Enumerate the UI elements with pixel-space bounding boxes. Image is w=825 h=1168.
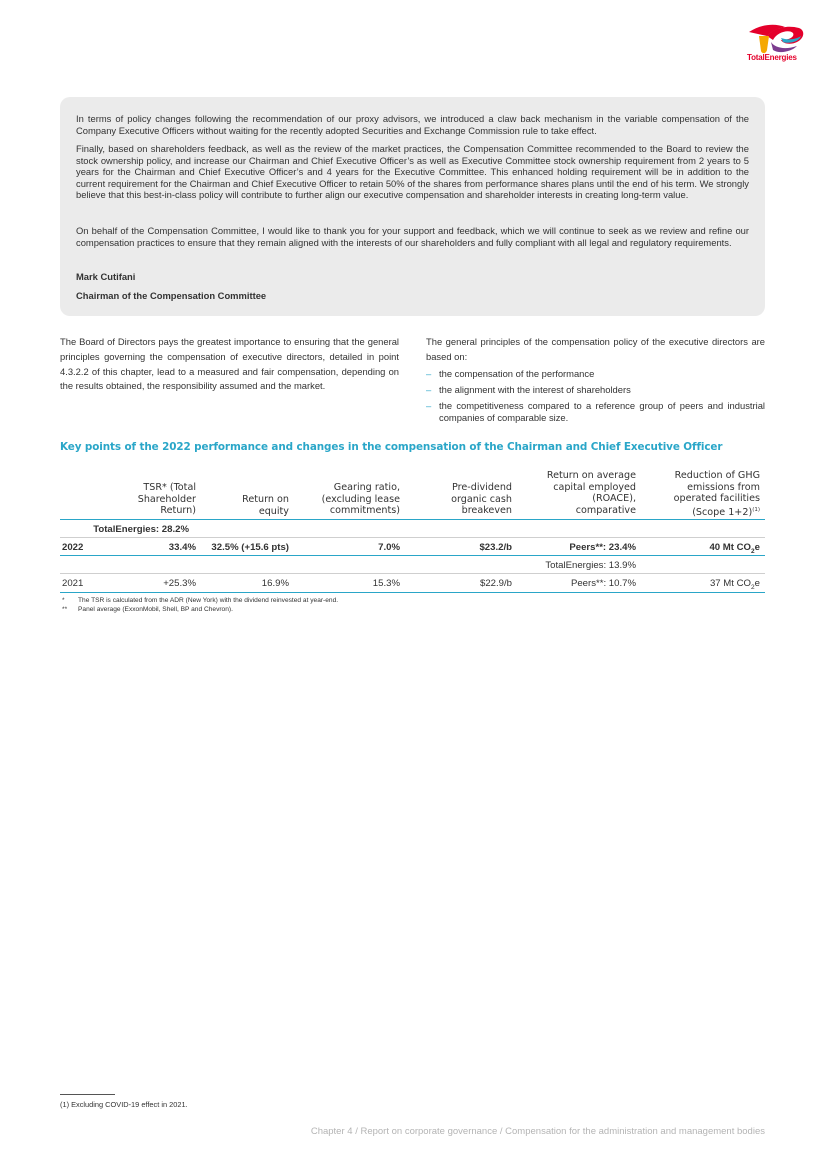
footnote-rule [60,1094,115,1095]
tsr-2022: 33.4% [168,542,196,553]
roace-peers-2022: Peers**: 23.4% [569,542,636,553]
year-2022: 2022 [62,542,84,553]
gearing-2021: 15.3% [372,578,400,589]
breakeven-2021: $22.9/b [479,578,512,589]
table-note: The TSR is calculated from the ADR (New York) with the dividend reinvested at year-end. [78,597,339,604]
letter-paragraph: Finally, based on shareholders feedback, as well as the review of the market practices, the Compensation Committee recommended to the Board to review the stock ownership policy, and increase our Chairman and Chief Executive Officer’s as well as Executive Committee stock ownership requirement from 2 years to 5 years for the Chairman and Chief Executive Officer’s and 4 years for the Executive Committee. This enhanced holding requirement will be in addition to the current requirement for the Chairman and Chief Executive Officer to retain 50% of the shares from performance shares plans until the end of his term. We strongly believe that this best-in-class policy will contribute to further align our executive compensation and shareholder interests in creating long-term value. [76,143,749,201]
header-breakeven: Pre-dividend organic cash breakeven [451,482,512,516]
table-header-rule [60,519,765,520]
ghg-2022: 40 Mt $CO_2e$ [709,542,760,555]
header-gearing: Gearing ratio, (excluding lease commitments) [321,482,400,516]
chairman-letter-box [60,97,765,316]
gearing-2022: 7.0% [378,542,400,553]
divider [60,573,765,574]
roace-total-2022: TotalEnergies: 28.2% [93,524,189,535]
principles-intro: The general principles of the compensation policy of the executive directors are based on: [426,336,765,362]
header-roace: Return on average capital employed (ROACE), comparative [546,470,636,516]
roace-total-2021: TotalEnergies: 13.9% [545,560,636,571]
list-item: – the compensation of the performance [426,368,595,379]
page-footnote: (1) Excluding COVID-19 effect in 2021. [60,1100,188,1109]
tsr-2021: +25.3% [163,578,196,589]
chapter-breadcrumb: Chapter 4 / Report on corporate governance / Compensation for the administration and management bodies [310,1126,765,1137]
signature-title: Chairman of the Compensation Committee [76,290,267,301]
roe-2022: 32.5% (+15.6 pts) [211,542,289,553]
header-ghg: Reduction of GHG emissions from operated facilities (Scope 1+2)$^{(1)}$ [673,470,760,518]
list-item: – the competitiveness compared to a reference group of peers and industrial companies of comparable size. [426,400,765,423]
row-rule [60,555,765,556]
year-2021: 2021 [62,578,84,589]
brand-name: TotalEnergies [747,53,797,62]
table-title: Key points of the 2022 performance and changes in the compensation of the Chairman and Chief Executive Officer [60,441,723,453]
letter-paragraph: In terms of policy changes following the recommendation of our proxy advisors, we introduced a claw back mechanism in the variable compensation of the Company Executive Officers without waiting for the recently adopted Securities and Exchange Commission rule to take effect. [76,113,749,136]
table-note-mark: ** [62,606,68,613]
principles-list [426,368,765,428]
ghg-2021: 37 Mt $CO_2e$ [709,578,760,591]
list-item: – the alignment with the interest of shareholders [426,384,631,395]
header-tsr: TSR* (Total Shareholder Return) [137,482,196,516]
table-note-mark: * [62,597,65,604]
table-bottom-rule [60,592,765,593]
board-policy-text: The Board of Directors pays the greatest importance to ensuring that the general principles governing the compensation of executive directors, detailed in point 4.3.2.2 of this chapter, lead to a measured and fair compensation, depending on the results obtained, the responsibility assumed and the market. [60,336,399,392]
signature-name: Mark Cutifani [76,271,136,282]
roe-2021: 16.9% [261,578,289,589]
breakeven-2022: $23.2/b [479,542,512,553]
table-note: Panel average (ExxonMobil, Shell, BP and Chevron). [78,606,233,613]
letter-paragraph: On behalf of the Compensation Committee, I would like to thank you for your support and feedback, which we will continue to seek as we review and refine our compensation practices to ensure that they remain aligned with the interests of our shareholders and fully compliant with all legal and regulatory requirements. [76,225,749,248]
header-roe: Return on equity [242,494,289,517]
divider [60,537,765,538]
roace-peers-2021: Peers**: 10.7% [570,578,636,589]
